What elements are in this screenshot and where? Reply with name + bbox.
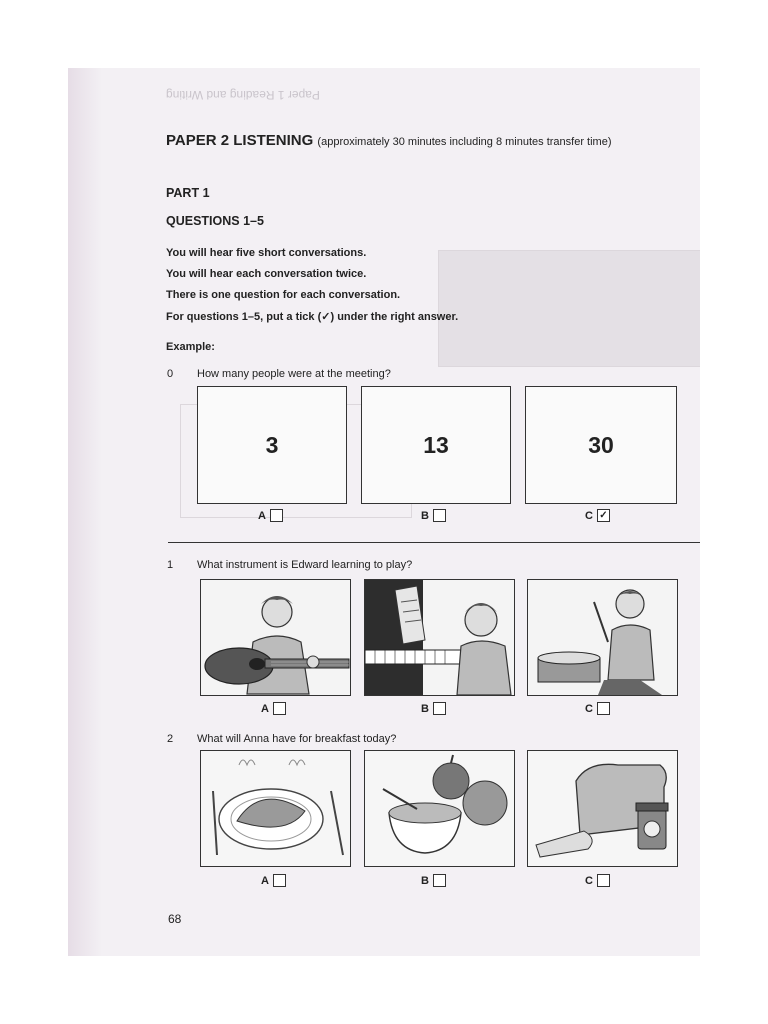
boy-playing-piano-picture xyxy=(364,579,515,696)
guitar-icon xyxy=(201,580,350,695)
paper-title xyxy=(166,132,612,149)
option-label: B xyxy=(421,702,429,715)
question-text: What instrument is Edward learning to play? xyxy=(197,559,413,571)
questions-heading: QUESTIONS 1–5 xyxy=(166,214,264,228)
instruction-line: For questions 1–5, put a tick (✓) under the right answer. xyxy=(166,311,459,323)
boy-playing-drum-picture xyxy=(527,579,678,696)
question-number: 1 xyxy=(167,559,174,571)
answer-option-c: 30 xyxy=(525,386,677,504)
cereal-and-fruit-picture xyxy=(364,750,515,867)
instruction-line: There is one question for each conversation. xyxy=(166,289,401,301)
piano-icon xyxy=(365,580,514,695)
answer-checkbox[interactable] xyxy=(273,702,286,715)
answer-checkbox[interactable] xyxy=(597,874,610,887)
omelette-plate-picture xyxy=(200,750,351,867)
option-label: B xyxy=(421,509,429,522)
option-c-choice[interactable] xyxy=(585,874,610,887)
option-c-choice[interactable] xyxy=(585,509,610,522)
answer-checkbox[interactable] xyxy=(273,874,286,887)
question-text: What will Anna have for breakfast today? xyxy=(197,733,397,745)
part-heading: PART 1 xyxy=(166,186,210,200)
answer-checkbox[interactable] xyxy=(433,702,446,715)
answer-option-b: 13 xyxy=(361,386,511,504)
answer-checkbox[interactable] xyxy=(270,509,283,522)
answer-checkbox[interactable] xyxy=(597,702,610,715)
option-a-choice[interactable] xyxy=(261,702,286,715)
paper-title-sub: (approximately 30 minutes including 8 minutes transfer time) xyxy=(317,136,612,148)
answer-checkbox-ticked[interactable] xyxy=(597,509,610,522)
option-a-choice[interactable] xyxy=(258,509,283,522)
option-a-choice[interactable] xyxy=(261,874,286,887)
option-label: C xyxy=(585,874,593,887)
option-label: B xyxy=(421,874,429,887)
answer-checkbox[interactable] xyxy=(433,874,446,887)
option-b-choice[interactable] xyxy=(421,702,446,715)
question-number: 0 xyxy=(167,368,174,380)
drum-icon xyxy=(528,580,677,695)
instruction-line: You will hear five short conversations. xyxy=(166,247,367,259)
question-text: How many people were at the meeting? xyxy=(197,368,391,380)
show-through-header: Paper 1 Reading and Writing xyxy=(166,88,320,102)
answer-checkbox[interactable] xyxy=(433,509,446,522)
option-label: A xyxy=(261,702,269,715)
option-label: C xyxy=(585,702,593,715)
show-through-photo xyxy=(438,250,700,367)
exam-page xyxy=(68,68,700,956)
option-label: C xyxy=(585,509,593,522)
option-c-choice[interactable] xyxy=(585,702,610,715)
page-number: 68 xyxy=(168,912,182,926)
paper-title-main: PAPER 2 LISTENING xyxy=(166,132,314,149)
page-spine-shadow xyxy=(68,68,102,956)
tick-icon: ✓ xyxy=(599,509,608,521)
bread-and-jam-picture xyxy=(527,750,678,867)
divider-line xyxy=(168,542,700,543)
option-b-choice[interactable] xyxy=(421,509,446,522)
example-label: Example: xyxy=(166,341,215,353)
instruction-line: You will hear each conversation twice. xyxy=(166,268,367,280)
question-number: 2 xyxy=(167,733,174,745)
cereal-icon xyxy=(365,751,514,866)
omelette-icon xyxy=(201,751,350,866)
option-label: A xyxy=(258,509,266,522)
boy-playing-guitar-picture xyxy=(200,579,351,696)
option-label: A xyxy=(261,874,269,887)
option-b-choice[interactable] xyxy=(421,874,446,887)
answer-option-a: 3 xyxy=(197,386,347,504)
bread-icon xyxy=(528,751,677,866)
